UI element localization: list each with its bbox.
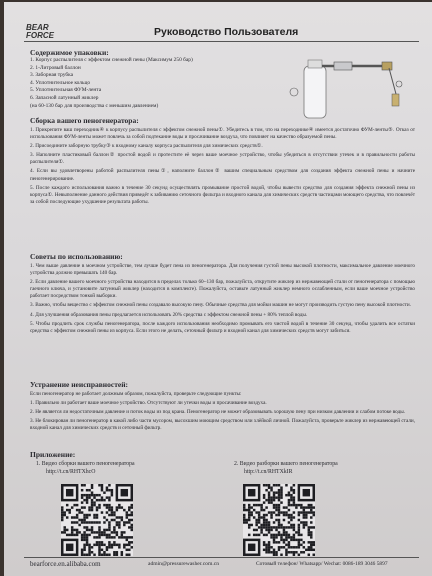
logo-bottom-text: FORCE — [26, 31, 54, 40]
list-item-note: (на 60-130 бар для производства с меньшим давлением) — [30, 102, 159, 109]
video2-block — [234, 461, 414, 476]
footer-divider — [24, 557, 419, 558]
list-item: 1. Корпус распылителя с эффектом снежной пены (Максимум 250 бар) — [30, 57, 193, 63]
footer-email[interactable]: admin@pressurewasher.com.cn — [148, 561, 220, 567]
troubleshooting-item: 1. Правильно ли работает ваше моечное устройство. Отсутствуют ли утечки воды и просачивание воздуха. — [30, 400, 267, 407]
troubleshooting-item: 3. Не блокирован ли пеногенератор в какой либо части мусором, высохшим моющим средством или хлёйкой личной. Пожалуйста, проверьте жиклер из нержавеющей стали, входной канал для химических средств и сеточный фильтр. — [30, 418, 415, 432]
footer-phone: Сотовый телефон/ Whatsapp/ Wechat: 0086-189 3046 5897 — [256, 561, 388, 567]
video1-block — [36, 461, 206, 476]
assembly-step: 1. Прикрепите ваш переходник④ к корпусу распылителя с эффектом снежной пены①. Убедитесь в том, что на переходнике④ имеется достаточно ФУМ-ленты⑤. Отказ от использования ФУМ-ленты может повлечь за собой подтекание воды и просачивание воздуха, что повлияет на качество образуемой пены. — [30, 127, 415, 141]
assembly-heading: Сборка вашего пеногенератора: — [30, 116, 139, 125]
video2-label: 2. Видео разборки вашего пеногенератора — [234, 461, 338, 467]
header-divider — [24, 41, 419, 42]
qr-code-icon — [58, 484, 136, 556]
assembly-step: 2. Присоедините заборную трубку③ к входному каналу корпуса распылителя для химических средств①. — [30, 143, 263, 150]
advice-tip: 2. Если давление вашего моечного устройства находится в пределах только 60~130 бар, пожалуйста, открутите жиклер из нержавеющей стали от пеногенератора с помощью гаечного ключа, и установите латунный жиклер (находится в комплекте). Пожалуйста, оставьте латунный жиклер немного ослабленным, если ваше моечное устройство работает посредством тонкой выборки. — [30, 279, 415, 300]
advice-tip: 3. Важно, чтобы вещество с эффектом снежной пены создавало высокую пену. Обычные средства для мойки машин не могут производить густую пену высокой плотности. — [30, 302, 411, 309]
troubleshooting-item: Если пеногенератор не работает должным образом, пожалуйста, проверьте следующие пункты: — [30, 391, 242, 397]
troubleshooting-section — [30, 380, 415, 432]
assembly-step: 3. Наполните пластиковый баллон② простой водой и протестите её через ваше моечное устройство, чтобы убедиться в отсутствии утечек и в правильности работы распылителя①. — [30, 152, 415, 166]
qr-code-icon — [240, 484, 318, 556]
troubleshooting-heading: Устранение неисправностей: — [30, 380, 129, 389]
manual-sheet — [4, 2, 432, 576]
advice-tip: 5. Чтобы продлить срок службы пеногенератора, после каждого использования необходимо промывать его чистой водой в течение 30 секунд, чтобы удалить все остатки средства с эффектом снежной пены из корпуса. Если этого не делать, сеточный фильтр и входной канал для химических средств могут забиться. — [30, 320, 415, 334]
page-title: Руководство Пользователя — [154, 26, 299, 38]
contents-heading: Содержимое упаковки: — [30, 48, 109, 57]
advice-tip: 1. Чем выше давление в моечном устройстве, тем лучше будет пена из пеногенератора. Для получения густой пены высокой плотности, максимальное давление моечного устройства должно превышать 140 бар. — [30, 263, 415, 277]
list-item: 6. Запасной латунный жиклер — [30, 94, 99, 101]
footer-website[interactable]: bearforce.en.alibaba.com — [30, 560, 101, 568]
list-item: 5. Уплотнительная ФУМ-лента — [30, 87, 102, 94]
product-illustration — [274, 54, 409, 124]
assembly-step: 5. После каждого использования важно в течение 30 секунд осуществлять промывание простой водой, чтобы вывести средство для создания эффекта снежной пены из корпуса①. Невыполнение данного действия приведёт к забиванию сеточного фильтра и входного канала для химических средств частицами моющего средства, что повлечёт за собой последующие ухудшение результата работы. — [30, 184, 415, 205]
video2-qr-code[interactable] — [240, 484, 318, 556]
advice-section — [30, 252, 415, 335]
list-item: 3. Заборная трубка — [30, 72, 74, 79]
advice-tip: 4. Для улучшения образования пены предлагается использовать 20% средства с эффектом снежной пены + 80% теплой воды. — [30, 311, 308, 318]
troubleshooting-item: 2. Не является ли недостаточным давление и поток воды из под крана. Пеногенератор не может образовывать хорошую пену при низком давлении и слабом потоке воды. — [30, 409, 406, 416]
advice-heading: Советы по использованию: — [30, 252, 123, 261]
video1-qr-code[interactable] — [58, 484, 136, 556]
logo-top-text: BEAR — [26, 23, 49, 32]
package-contents — [30, 48, 270, 110]
header — [4, 2, 432, 42]
video2-link[interactable]: http://t.cn/RHTXkIR — [244, 468, 293, 475]
video1-label: 1. Видео сборки вашего пеногенератора — [36, 461, 135, 467]
appendix-section — [30, 450, 415, 459]
brand-logo — [26, 24, 54, 40]
list-item: 2. 1-Литровый баллон — [30, 64, 81, 71]
appendix-heading: Приложение: — [30, 450, 76, 459]
list-item: 4. Уплотнительное кольцо — [30, 79, 91, 86]
assembly-step: 4. Если вы удовлетворены работой распылителя пены①, наполните баллон② вашим специальным средством для создания эффекта снежной пены и начните пеногенерирование. — [30, 168, 415, 182]
video1-link[interactable]: http://t.cn/RHTXhcO — [46, 468, 96, 475]
assembly-section — [30, 116, 415, 206]
